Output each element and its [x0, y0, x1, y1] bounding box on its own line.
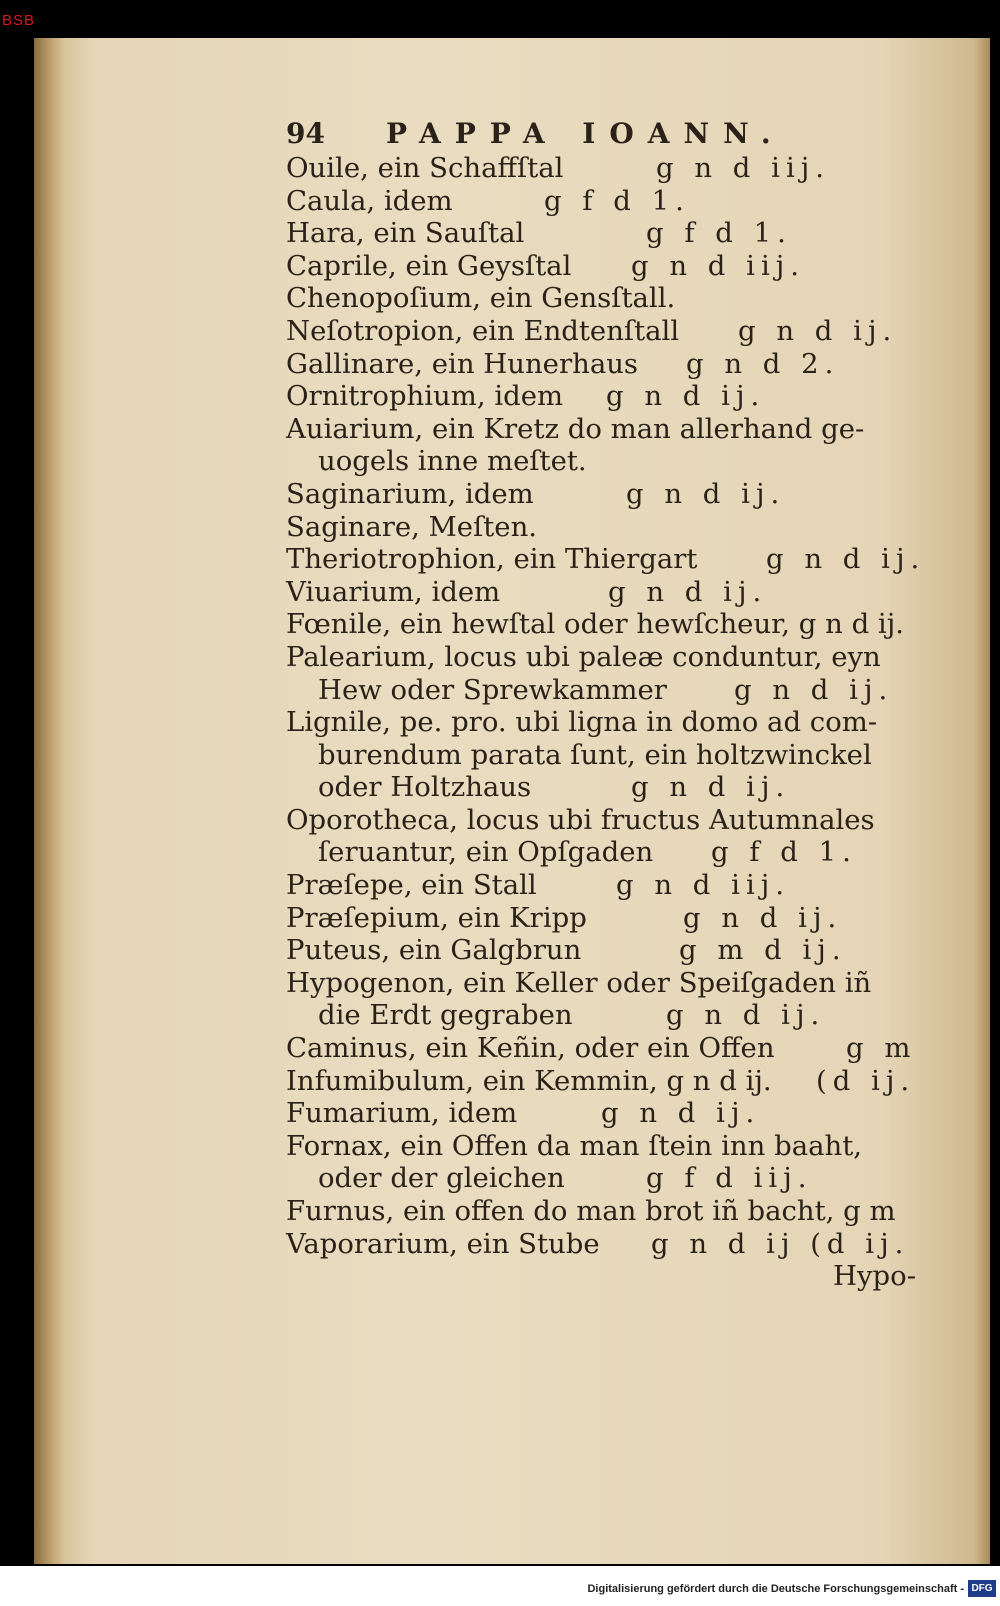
- text-line: [286, 771, 926, 804]
- entry-code: g n d ij.: [631, 771, 791, 804]
- bsb-watermark: BSB: [2, 12, 36, 29]
- entry-term: Lignile, pe. pro. ubi ligna in domo ad com-: [286, 706, 878, 739]
- entry-term: uogels inne meſtet.: [318, 445, 587, 478]
- entry-term: Hypogenon, ein Keller oder Speiſgaden iñ: [286, 966, 872, 999]
- entry-code: g n d iij.: [631, 249, 806, 282]
- text-line: [286, 282, 926, 315]
- text-line: [286, 543, 926, 576]
- text-line: [286, 576, 926, 609]
- entry-term: burendum parata ſunt, ein holtzwinckel: [318, 738, 872, 771]
- entry-term: Palearium, locus ubi paleæ conduntur, eyn: [286, 640, 881, 673]
- entry-code: g n d ij.: [734, 673, 894, 706]
- entry-code: g n d iij.: [656, 152, 831, 184]
- entry-code: g n d ij.: [666, 999, 826, 1032]
- text-line: [286, 1228, 926, 1261]
- entry-term: Saginarium, idem: [286, 477, 534, 510]
- text-line: [286, 1065, 926, 1098]
- entry-term: Gallinare, ein Hunerhaus: [286, 347, 639, 380]
- entry-code: g n d ij.: [608, 575, 768, 608]
- text-line: [286, 706, 926, 739]
- text-line: [286, 1195, 926, 1228]
- entry-term: Hara, ein Sauſtal: [286, 217, 525, 250]
- entry-term: Saginare, Meſten.: [286, 510, 538, 543]
- text-line: [286, 380, 926, 413]
- entry-code: (d ij.: [816, 1064, 916, 1097]
- entry-term: oder Holtzhaus: [318, 771, 532, 804]
- text-line: [286, 315, 926, 348]
- text-line: [286, 1162, 926, 1195]
- text-line: [286, 739, 926, 772]
- entry-term: oder der gleichen: [318, 1162, 565, 1195]
- entry-code: g n d ij.: [683, 901, 843, 934]
- catchword: Hypo-: [833, 1260, 916, 1293]
- entry-term: Caminus, ein Keñin, oder ein Offen: [286, 1032, 775, 1065]
- text-line: [286, 413, 926, 446]
- text-line: [286, 1097, 926, 1130]
- entry-term: Theriotrophion, ein Thiergart: [286, 543, 698, 576]
- entry-term: Fornax, ein Offen da man ſtein inn baaht,: [286, 1129, 862, 1162]
- entry-term: Præſepe, ein Stall: [286, 869, 537, 902]
- page-text: [286, 116, 926, 1293]
- entry-code: g n d 2.: [686, 347, 840, 380]
- entry-code: g n d ij (d ij.: [651, 1227, 910, 1260]
- text-line: [286, 608, 926, 641]
- entry-term: Hew oder Sprewkammer: [318, 673, 667, 706]
- text-line: [286, 999, 926, 1032]
- entry-code: g f d 1.: [544, 184, 690, 217]
- entry-term: Fœnile, ein hewſtal oder hewſcheur, g n d ij.: [286, 608, 904, 641]
- entry-code: g m: [846, 1032, 917, 1065]
- text-line: [286, 478, 926, 511]
- entry-term: Ouile, ein Schaffſtal: [286, 152, 564, 184]
- text-line: [286, 967, 926, 1000]
- text-line: [286, 902, 926, 935]
- text-line: [286, 836, 926, 869]
- footer-credit: Digitalisierung gefördert durch die Deutsche Forschungsgemeinschaft -: [587, 1583, 964, 1595]
- entry-term: Præſepium, ein Kripp: [286, 901, 587, 934]
- entry-term: Oporotheca, locus ubi fructus Autumnales: [286, 803, 875, 836]
- entry-code: g m d ij.: [679, 934, 847, 967]
- entry-term: Chenopoſium, ein Gensſtall.: [286, 282, 676, 315]
- text-line: [286, 1130, 926, 1163]
- text-line: [286, 869, 926, 902]
- text-line: [286, 185, 926, 218]
- text-line: [286, 934, 926, 967]
- entry-term: Puteus, ein Galgbrun: [286, 934, 582, 967]
- text-line: [286, 250, 926, 283]
- entry-code: g n d ij.: [766, 543, 926, 576]
- text-line: [286, 445, 926, 478]
- running-header: [286, 116, 926, 152]
- entry-list: [286, 152, 926, 1260]
- text-line: [286, 217, 926, 250]
- entry-term: Vaporarium, ein Stube: [286, 1227, 600, 1260]
- entry-term: Neſotropion, ein Endtenſtall: [286, 314, 680, 347]
- entry-code: g n d ij.: [606, 380, 766, 413]
- entry-code: g f d 1.: [711, 836, 857, 869]
- text-line: [286, 641, 926, 674]
- entry-code: g f d iij.: [646, 1162, 813, 1195]
- entry-code: g n d ij.: [601, 1097, 761, 1130]
- entry-code: g n d ij.: [738, 314, 898, 347]
- running-title: PAPPA IOANN.: [386, 117, 785, 150]
- text-line: [286, 348, 926, 381]
- entry-term: Fumarium, idem: [286, 1097, 518, 1130]
- text-line: [286, 804, 926, 837]
- text-line: [286, 152, 926, 185]
- entry-term: die Erdt gegraben: [318, 999, 573, 1032]
- entry-term: Caula, idem: [286, 184, 453, 217]
- page-number: 94: [286, 117, 325, 150]
- entry-term: Caprile, ein Geysſtal: [286, 249, 572, 282]
- entry-term: Furnus, ein offen do man brot iñ bacht, g m: [286, 1195, 896, 1227]
- entry-term: Viuarium, idem: [286, 575, 501, 608]
- text-line: [286, 1032, 926, 1065]
- text-line: [286, 511, 926, 544]
- entry-code: g f d 1.: [646, 217, 792, 250]
- entry-term: Ornitrophium, idem: [286, 380, 564, 413]
- text-line: [286, 674, 926, 707]
- entry-code: g n d ij.: [626, 477, 786, 510]
- page-gutter: [34, 38, 64, 1564]
- entry-term: Infumibulum, ein Kemmin, g n d ij.: [286, 1064, 772, 1097]
- entry-term: ſeruantur, ein Opſgaden: [318, 836, 654, 869]
- dfg-logo: DFG: [968, 1580, 996, 1597]
- entry-code: g n d iij.: [616, 869, 791, 902]
- entry-term: Auiarium, ein Kretz do man allerhand ge-: [286, 412, 865, 445]
